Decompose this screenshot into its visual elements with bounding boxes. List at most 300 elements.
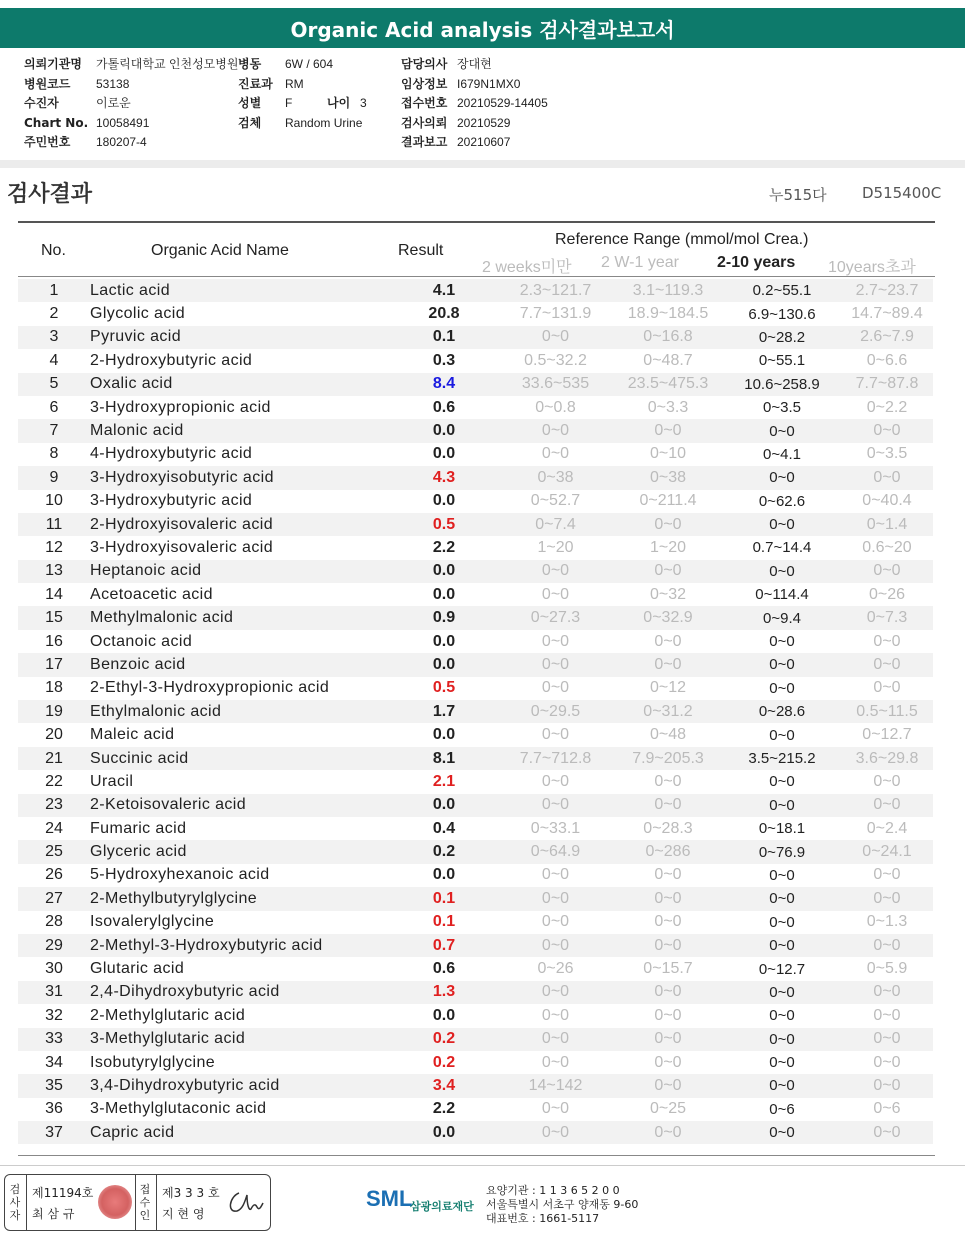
result-value: 8.4 (390, 373, 498, 396)
info-value: 장대현 (457, 57, 492, 71)
header-ref-col-1: 2 weeks미만 (482, 259, 572, 276)
result-value: 0.0 (432, 726, 456, 744)
result-value: 8.1 (390, 747, 498, 770)
ref-under-2-weeks: 0~0 (498, 326, 613, 349)
ref-2w-1y: 0~0 (613, 1074, 723, 1097)
acid-name: 2-Methylbutyrylglycine (90, 887, 390, 910)
acid-name: Oxalic acid (90, 373, 390, 396)
info-row-sex-age (238, 94, 367, 114)
signer1-name: 최 삼 규 (32, 1207, 75, 1221)
ref-2-10y: 0~0 (723, 1028, 841, 1051)
ref-under-2-weeks: 7.7~131.9 (519, 305, 592, 323)
ref-2w-1y: 23.5~475.3 (613, 373, 723, 396)
info-value: 이로운 (96, 96, 131, 110)
lab-info (486, 1184, 638, 1226)
ref-2w-1y: 0~25 (649, 1100, 687, 1118)
ref-under-2-weeks: 0~0 (541, 866, 570, 884)
info-row-institution (24, 55, 238, 75)
ref-over-10y: 0~0 (841, 1028, 933, 1051)
table-row (18, 677, 933, 700)
ref-over-10y: 0~6 (873, 1100, 901, 1118)
row-number: 2 (49, 305, 59, 323)
row-number: 20 (45, 726, 63, 744)
ref-over-10y: 0~0 (873, 1006, 901, 1024)
header-ref-col-4: 10years초과 (828, 259, 916, 276)
ref-over-10y: 0~40.4 (862, 492, 912, 510)
ref-over-10y: 0~0 (841, 466, 933, 489)
ref-under-2-weeks: 0~33.1 (530, 819, 581, 837)
info-row-doctor (401, 55, 548, 75)
ref-2w-1y: 0~38 (613, 466, 723, 489)
acid-name: Octanoic acid (90, 632, 193, 650)
table-row (18, 911, 933, 934)
ref-2-10y: 10.6~258.9 (723, 373, 841, 396)
row-number: 8 (49, 445, 59, 463)
header-ref-col-2: 2 W-1 year (601, 254, 679, 271)
info-row-clinical (401, 75, 548, 95)
acid-name: Glyceric acid (90, 840, 390, 863)
info-row-ward (238, 55, 367, 75)
ref-under-2-weeks: 0~0 (498, 419, 613, 442)
row-number: 33 (18, 1028, 90, 1051)
ref-2w-1y: 0~31.2 (613, 700, 723, 723)
result-value: 0.0 (390, 653, 498, 676)
result-value: 0.0 (432, 445, 456, 463)
info-label: 주민번호 (24, 135, 71, 149)
row-number: 15 (18, 606, 90, 629)
acid-name: 3-Hydroxyisobutyric acid (90, 466, 390, 489)
table-row (18, 349, 933, 372)
row-number: 16 (45, 632, 63, 650)
result-value: 0.2 (432, 1053, 456, 1071)
info-label: 진료과 (238, 76, 273, 91)
result-value: 0.1 (390, 326, 498, 349)
acid-name: Glutaric acid (90, 960, 185, 978)
ref-2-10y: 0~0 (723, 1121, 841, 1144)
info-label: 수진자 (24, 96, 59, 110)
ref-2-10y: 0~0 (723, 513, 841, 536)
acid-name: 2-Ethyl-3-Hydroxypropionic acid (90, 679, 330, 697)
divider (156, 1175, 157, 1230)
ref-2-10y: 0~0 (723, 887, 841, 910)
ref-2-10y: 0~28.6 (723, 700, 841, 723)
ref-2w-1y: 0~48.7 (643, 351, 693, 369)
ref-under-2-weeks: 0~0 (541, 1100, 570, 1118)
table-row (18, 957, 933, 980)
ref-under-2-weeks: 0~27.3 (498, 606, 613, 629)
acid-name: Malonic acid (90, 419, 390, 442)
result-value: 4.3 (390, 466, 498, 489)
info-label: 접수번호 (401, 96, 448, 110)
ref-under-2-weeks: 0~0.8 (535, 398, 576, 416)
table-row (18, 1098, 933, 1121)
ref-over-10y: 0~0 (841, 934, 933, 957)
row-number: 1 (18, 279, 90, 302)
table-row (18, 279, 933, 302)
row-number: 26 (45, 866, 63, 884)
result-value: 0.0 (432, 1006, 456, 1024)
ref-2w-1y: 0~0 (613, 1028, 723, 1051)
ref-over-10y: 14.7~89.4 (851, 305, 923, 323)
info-label: 검사의뢰 (401, 115, 448, 130)
ref-2w-1y: 0~15.7 (643, 960, 693, 978)
result-value: 0.0 (432, 632, 456, 650)
acid-name: Acetoacetic acid (90, 585, 213, 603)
ref-under-2-weeks: 0~0 (541, 913, 570, 931)
ref-2-10y: 0~0 (723, 794, 841, 817)
acid-name: Lactic acid (90, 279, 390, 302)
results-table (18, 279, 933, 1144)
ref-over-10y: 0~26 (868, 585, 906, 603)
result-value: 0.0 (432, 866, 456, 884)
result-value: 0.2 (390, 840, 498, 863)
ref-2w-1y: 0~10 (649, 445, 687, 463)
row-number: 17 (18, 653, 90, 676)
row-number: 35 (18, 1074, 90, 1097)
ref-over-10y: 0~5.9 (866, 960, 908, 978)
ref-over-10y: 0~2.4 (866, 819, 908, 837)
info-value: 53138 (96, 76, 130, 91)
ref-2-10y: 0~0 (769, 726, 795, 744)
table-row (18, 373, 933, 396)
foundation-name: 삼광의료재단 (410, 1200, 474, 1213)
divider (135, 1175, 136, 1230)
ref-under-2-weeks: 2.3~121.7 (498, 279, 613, 302)
info-label: 의뢰기관명 (24, 57, 82, 71)
row-number: 10 (45, 492, 63, 510)
row-number: 36 (45, 1100, 63, 1118)
info-label: 담당의사 (401, 57, 448, 71)
ref-2-10y: 0~0 (723, 466, 841, 489)
ref-over-10y: 0~1.4 (841, 513, 933, 536)
ref-under-2-weeks: 33.6~535 (498, 373, 613, 396)
row-number: 18 (45, 679, 63, 697)
info-value: 180207-4 (96, 135, 147, 149)
ref-over-10y: 0~0 (841, 1074, 933, 1097)
result-value: 0.3 (432, 351, 456, 369)
ref-under-2-weeks: 0~29.5 (498, 700, 613, 723)
row-number: 34 (45, 1053, 63, 1071)
acid-name: Fumaric acid (90, 819, 187, 837)
row-number: 6 (49, 398, 59, 416)
result-value: 0.5 (432, 679, 456, 697)
table-row (18, 443, 933, 466)
acid-name: 5-Hydroxyhexanoic acid (90, 866, 270, 884)
ref-over-10y: 2.7~23.7 (841, 279, 933, 302)
table-row (18, 981, 933, 1004)
row-number: 30 (45, 960, 63, 978)
info-value: 20210607 (457, 135, 511, 149)
lab-info-line: 서울특별시 서초구 양재동 9-60 (486, 1198, 639, 1211)
divider (26, 1175, 27, 1230)
row-number: 32 (45, 1006, 63, 1024)
table-row (18, 630, 933, 653)
ref-2-10y: 0~0 (769, 1054, 795, 1072)
ref-2-10y: 0~4.1 (763, 445, 801, 463)
ref-under-2-weeks: 0~64.9 (498, 840, 613, 863)
ref-over-10y: 0~7.3 (841, 606, 933, 629)
acid-name: 3-Methylglutaconic acid (90, 1100, 267, 1118)
info-row-resident-no (24, 133, 238, 153)
result-value: 2.2 (432, 1100, 456, 1118)
acid-name: Benzoic acid (90, 653, 390, 676)
result-value: 2.1 (432, 772, 456, 790)
divider-band (0, 160, 965, 168)
header-name: Organic Acid Name (151, 242, 289, 259)
acid-name: Maleic acid (90, 726, 175, 744)
ref-2-10y: 0~0 (723, 560, 841, 583)
ref-under-2-weeks: 0~52.7 (530, 492, 581, 510)
acid-name: 2-Hydroxyisovaleric acid (90, 513, 390, 536)
table-row (18, 1121, 933, 1144)
result-value: 0.0 (390, 419, 498, 442)
ref-2-10y: 0~0 (769, 913, 795, 931)
header-reference-range: Reference Range (mmol/mol Crea.) (555, 231, 809, 248)
table-row (18, 700, 933, 723)
ref-2w-1y: 0~0 (654, 913, 682, 931)
info-row-hospital-code (24, 75, 238, 95)
info-value: 10058491 (96, 115, 150, 130)
patient-info-left (24, 55, 238, 153)
ref-over-10y: 0~0 (873, 772, 901, 790)
info-value: 20210529-14405 (457, 96, 548, 110)
acid-name: 2,4-Dihydroxybutyric acid (90, 981, 390, 1004)
ref-under-2-weeks: 0~26 (537, 960, 574, 978)
row-number: 12 (45, 538, 63, 556)
info-row-chart-no (24, 114, 238, 134)
acid-name: Succinic acid (90, 747, 390, 770)
result-value: 0.0 (432, 585, 456, 603)
patient-info-right (401, 55, 548, 153)
row-number: 3 (18, 326, 90, 349)
ref-under-2-weeks: 0~0 (541, 772, 570, 790)
info-value: F (285, 96, 293, 110)
table-row (18, 840, 933, 863)
row-number: 37 (18, 1121, 90, 1144)
ref-under-2-weeks: 0~0 (541, 445, 570, 463)
ref-2-10y: 0~0 (723, 934, 841, 957)
info-row-dept (238, 75, 367, 95)
result-value: 0.0 (390, 560, 498, 583)
info-label: 성별 (238, 96, 262, 110)
ref-under-2-weeks: 0~0 (498, 1121, 613, 1144)
signer2-number: 제3 3 3 호 (162, 1186, 220, 1200)
ref-2-10y: 0~0 (769, 679, 795, 697)
ref-2-10y: 0~28.2 (723, 326, 841, 349)
row-number: 7 (18, 419, 90, 442)
table-row (18, 887, 933, 910)
ref-2w-1y: 0~0 (654, 1006, 682, 1024)
ref-2-10y: 3.5~215.2 (723, 747, 841, 770)
ref-over-10y: 0~0 (873, 679, 901, 697)
result-value: 0.9 (390, 606, 498, 629)
result-value: 0.7 (390, 934, 498, 957)
signer1-number: 제11194호 (32, 1186, 94, 1200)
ref-2w-1y: 0~3.3 (647, 398, 689, 416)
ref-2w-1y: 0~0 (654, 866, 682, 884)
ref-2w-1y: 0~0 (613, 934, 723, 957)
ref-2w-1y: 0~0 (654, 772, 682, 790)
table-row (18, 583, 933, 606)
ref-2-10y: 0~0 (723, 419, 841, 442)
info-label: 임상정보 (401, 76, 448, 91)
acid-name: 3-Hydroxybutyric acid (90, 492, 253, 510)
section-title: 검사결과 (7, 182, 93, 207)
ref-under-2-weeks: 0~38 (498, 466, 613, 489)
ref-over-10y: 7.7~87.8 (841, 373, 933, 396)
info-value: 6W / 604 (285, 57, 334, 71)
acid-name: Isobutyrylglycine (90, 1053, 216, 1071)
info-value: RM (285, 76, 304, 91)
acid-name: 4-Hydroxybutyric acid (90, 445, 253, 463)
ref-over-10y: 0~0 (841, 560, 933, 583)
table-row (18, 1074, 933, 1097)
ref-2-10y: 0~12.7 (758, 960, 806, 978)
ref-under-2-weeks: 0~0 (498, 887, 613, 910)
ref-2-10y: 0.2~55.1 (723, 279, 841, 302)
table-row (18, 934, 933, 957)
ref-over-10y: 0.5~11.5 (841, 700, 933, 723)
row-number: 29 (18, 934, 90, 957)
acid-name: 3-Hydroxypropionic acid (90, 398, 271, 416)
ref-over-10y: 0.6~20 (862, 538, 912, 556)
ref-over-10y: 0~0 (873, 1053, 901, 1071)
ref-under-2-weeks: 0~0 (541, 632, 570, 650)
signer1-role: 검사자 (9, 1183, 21, 1222)
result-value: 1.3 (390, 981, 498, 1004)
ref-under-2-weeks: 0~0 (541, 679, 570, 697)
ref-2-10y: 0.7~14.4 (752, 539, 812, 557)
sml-logo: SML (366, 1186, 413, 1211)
row-number: 14 (45, 585, 63, 603)
row-number: 25 (18, 840, 90, 863)
signature-scribble (225, 1187, 265, 1219)
table-row (18, 747, 933, 770)
table-row (18, 302, 933, 325)
row-number: 31 (18, 981, 90, 1004)
acid-name: Heptanoic acid (90, 560, 390, 583)
ref-2-10y: 0~76.9 (723, 840, 841, 863)
ref-2-10y: 0~0 (769, 633, 795, 651)
ref-2w-1y: 0~0 (613, 560, 723, 583)
info-value: 가톨릭대학교 인천성모병원 (96, 57, 239, 71)
acid-name: Isovalerylglycine (90, 913, 215, 931)
table-row (18, 864, 933, 887)
table-row (18, 817, 933, 840)
code-a: 누515다 (769, 186, 827, 204)
ref-under-2-weeks: 14~142 (498, 1074, 613, 1097)
result-value: 0.4 (432, 819, 456, 837)
result-value: 1.7 (390, 700, 498, 723)
row-number: 4 (49, 351, 59, 369)
ref-2-10y: 0~0 (723, 1074, 841, 1097)
ref-2w-1y: 18.9~184.5 (627, 305, 709, 323)
signer2-name: 지 현 영 (162, 1207, 205, 1221)
row-number: 5 (18, 373, 90, 396)
ref-under-2-weeks: 0~0 (541, 726, 570, 744)
ref-2-10y: 0~0 (769, 1007, 795, 1025)
info-row-patient (24, 94, 238, 114)
ref-2-10y: 0~114.4 (755, 586, 809, 604)
info-value: 3 (360, 96, 367, 110)
ref-2w-1y: 0~0 (613, 981, 723, 1004)
ref-over-10y: 0~12.7 (862, 726, 912, 744)
ref-under-2-weeks: 0~0 (498, 653, 613, 676)
table-bottom-rule (18, 1155, 935, 1156)
ref-over-10y: 0~0 (841, 794, 933, 817)
ref-2-10y: 6.9~130.6 (748, 305, 816, 323)
acid-name: Pyruvic acid (90, 326, 390, 349)
ref-2w-1y: 0~28.3 (643, 819, 693, 837)
result-value: 2.2 (432, 538, 456, 556)
header-bottom-rule (18, 276, 935, 277)
row-number: 13 (18, 560, 90, 583)
ref-2w-1y: 0~0 (613, 794, 723, 817)
result-value: 0.2 (390, 1028, 498, 1051)
ref-over-10y: 0~0 (873, 632, 901, 650)
ref-2w-1y: 0~0 (654, 632, 682, 650)
table-row (18, 326, 933, 349)
ref-over-10y: 0~0 (873, 866, 901, 884)
result-value: 0.0 (432, 492, 456, 510)
ref-under-2-weeks: 0.5~32.2 (524, 351, 587, 369)
info-label: 검체 (238, 115, 262, 130)
info-row-receipt (401, 94, 548, 114)
info-label: Chart No. (24, 115, 89, 130)
ref-2w-1y: 1~20 (649, 538, 687, 556)
row-number: 28 (45, 913, 63, 931)
table-row (18, 536, 933, 559)
ref-under-2-weeks: 1~20 (537, 538, 574, 556)
ref-2-10y: 0~9.4 (723, 606, 841, 629)
row-number: 23 (18, 794, 90, 817)
ref-over-10y: 0~0 (841, 653, 933, 676)
ref-under-2-weeks: 0~0 (541, 1006, 570, 1024)
acid-name: 2-Hydroxybutyric acid (90, 351, 253, 369)
table-row (18, 606, 933, 629)
acid-name: Glycolic acid (90, 305, 186, 323)
result-value: 0.1 (390, 887, 498, 910)
ref-2w-1y: 7.9~205.3 (613, 747, 723, 770)
result-value: 0.1 (432, 913, 456, 931)
ref-2w-1y: 0~0 (613, 419, 723, 442)
table-row (18, 513, 933, 536)
ref-2-10y: 0~3.5 (763, 399, 801, 417)
ref-under-2-weeks: 0~0 (498, 560, 613, 583)
ref-2-10y: 0~0 (769, 866, 795, 884)
table-row (18, 396, 933, 419)
ref-2-10y: 0~55.1 (758, 352, 806, 370)
acid-name: 2-Ketoisovaleric acid (90, 794, 390, 817)
table-row (18, 466, 933, 489)
footer-divider (0, 1165, 965, 1166)
signature-box (4, 1174, 271, 1231)
acid-name: Ethylmalonic acid (90, 700, 390, 723)
ref-2w-1y: 0~286 (613, 840, 723, 863)
ref-under-2-weeks: 0~0 (498, 794, 613, 817)
table-row (18, 560, 933, 583)
info-label: 병동 (238, 57, 262, 71)
table-row (18, 770, 933, 793)
code-b: D515400C (862, 184, 942, 202)
ref-2-10y: 0~0 (723, 981, 841, 1004)
ref-over-10y: 0~0 (841, 981, 933, 1004)
ref-under-2-weeks: 0~7.4 (498, 513, 613, 536)
info-row-report (401, 133, 548, 153)
seal-stamp (98, 1185, 132, 1219)
report-title: Organic Acid analysis 검사결과보고서 (0, 8, 965, 48)
acid-name: Capric acid (90, 1121, 390, 1144)
